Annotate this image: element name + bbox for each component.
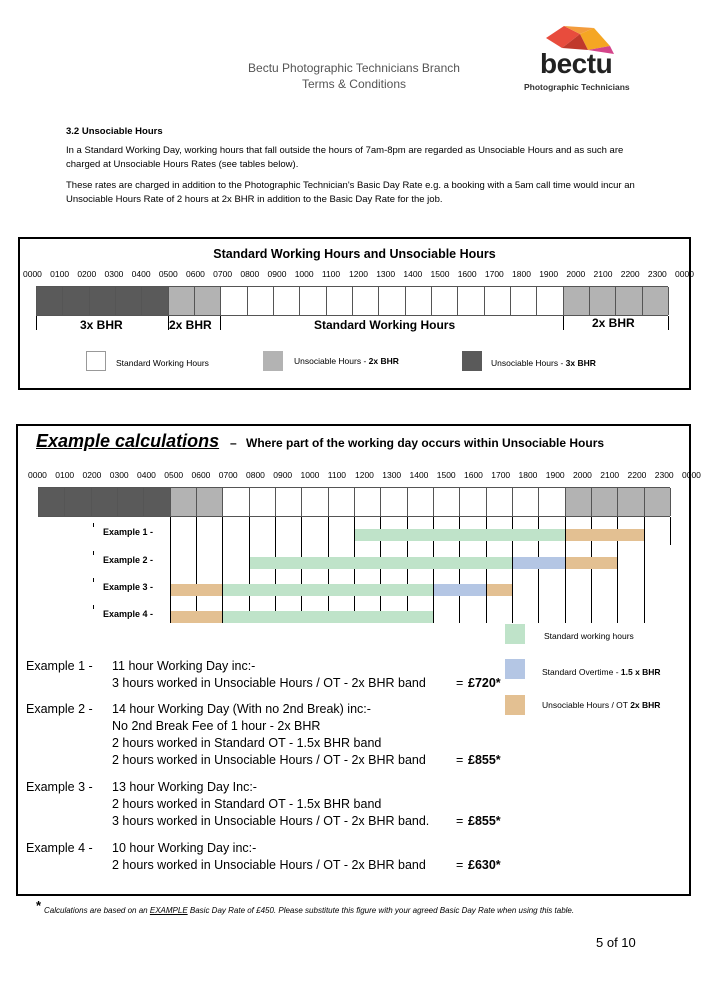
gantt-example-label: Example 1 - [103, 527, 154, 537]
hour-label: 0000 [682, 470, 701, 480]
hour-label: 1900 [545, 470, 565, 480]
hour-cell [221, 287, 247, 315]
footnote-text: Calculations are based on an EXAMPLE Basic Day Rate of £450. Please substitute this figure with your agreed Basic Day Rate when using this table. [44, 906, 575, 915]
paragraph-1: In a Standard Working Day, working hours that fall outside the hours of 7am-8pm are regarded as Unsociable Hours and as such are charged at Unsociable Hours Rates (see tables below). [66, 145, 624, 170]
hour-label: 1000 [300, 470, 320, 480]
hour-label: 2300 [654, 470, 674, 480]
hour-label: 0100 [55, 470, 75, 480]
hour-cell [406, 287, 432, 315]
hour-label: 2100 [600, 470, 620, 480]
example-total: £855* [468, 753, 501, 767]
legend-standard-text: Standard Working Hours [116, 358, 209, 368]
hour-label: 0000 [675, 269, 694, 279]
legend-2x-text: Unsociable Hours - 2x BHR [294, 356, 399, 366]
hour-label: 0200 [82, 470, 102, 480]
example-line: 2 hours worked in Standard OT - 1.5x BHR band [112, 797, 382, 811]
hour-label: 0600 [191, 470, 211, 480]
gantt-example-label: Example 3 - [103, 582, 154, 592]
legend-tan-text: Unsociable Hours / OT 2x BHR [542, 700, 661, 710]
hour-label: 0400 [137, 470, 156, 480]
hour-cell [37, 287, 63, 315]
hour-cell [248, 287, 274, 315]
legend-blue-text: Standard Overtime - 1.5 x BHR [542, 667, 661, 677]
bectu-logo [518, 24, 638, 100]
hour-cell [327, 287, 353, 315]
hour-cell [142, 287, 168, 315]
hour-label: 1800 [512, 269, 531, 279]
hour-label: 1500 [430, 269, 450, 279]
header-branch: Bectu Photographic Technicians Branch [248, 61, 460, 75]
hour-cell [63, 287, 89, 315]
section-title: 3.2 Unsociable Hours [66, 126, 163, 137]
hour-label: 1900 [539, 269, 559, 279]
band-2x-right-label: 2x BHR [592, 316, 635, 330]
band-tick [36, 316, 37, 330]
hour-label: 1400 [403, 269, 423, 279]
hour-label: 0900 [273, 470, 293, 480]
hour-label: 0900 [267, 269, 287, 279]
example-line: No 2nd Break Fee of 1 hour - 2x BHR [112, 719, 321, 733]
example-equals: = [456, 676, 464, 690]
example-line: 10 hour Working Day inc:- [112, 841, 257, 855]
band-standard-label: Standard Working Hours [314, 318, 456, 332]
hour-cell [379, 287, 405, 315]
hour-label: 0000 [23, 269, 42, 279]
example-total: £630* [468, 858, 501, 872]
hour-label: 1500 [436, 470, 456, 480]
hour-label: 0500 [158, 269, 178, 279]
hour-label: 0800 [240, 269, 260, 279]
title-dash: – [230, 436, 237, 450]
legend-3x-swatch [462, 351, 482, 371]
hour-label: 0300 [109, 470, 129, 480]
example-line: 2 hours worked in Standard OT - 1.5x BHR band [112, 736, 382, 750]
hour-label: 1300 [376, 269, 396, 279]
hour-label: 1700 [491, 470, 511, 480]
hour-cell [90, 287, 116, 315]
example-label: Example 2 - [26, 702, 93, 716]
hour-cell [616, 287, 642, 315]
hour-cell [195, 287, 221, 315]
example-label: Example 1 - [26, 659, 93, 673]
band-tick [563, 316, 564, 330]
example-label: Example 4 - [26, 841, 93, 855]
hour-label: 2300 [647, 269, 667, 279]
example-line: 3 hours worked in Unsociable Hours / OT - 2x BHR band. [112, 814, 430, 828]
table1-title: Standard Working Hours and Unsociable Hours [213, 247, 496, 261]
example-calculations-table [16, 424, 701, 896]
hour-cell [274, 287, 300, 315]
logo-subtitle: Photographic Technicians [524, 82, 630, 92]
examples-title: Example calculations [36, 431, 220, 451]
example-line: 2 hours worked in Unsociable Hours / OT - 2x BHR band [112, 753, 426, 767]
hour-label: 1200 [349, 269, 368, 279]
paragraph-2: These rates are charged in addition to the Photographic Technician's Basic Day Rate e.g. a booking with a 5am call time would incur an Unsociable Hours Rate of 2 hours at 2x BHR in addition to the Basic Day Rate for the job. [66, 180, 635, 205]
example-line: 14 hour Working Day (With no 2nd Break) inc:- [112, 702, 371, 716]
hour-label: 0100 [50, 269, 70, 279]
page-number: 5 of 10 [596, 935, 636, 950]
band-tick [220, 316, 221, 330]
header-terms: Terms & Conditions [301, 77, 407, 91]
hour-cell [643, 287, 669, 315]
hour-cell [511, 287, 537, 315]
hour-label: 0700 [218, 470, 238, 480]
hour-label: 1600 [464, 470, 483, 480]
hour-label: 2000 [573, 470, 592, 480]
hour-label: 2000 [566, 269, 586, 279]
example-total: £720* [468, 676, 501, 690]
hour-label: 1000 [294, 269, 314, 279]
hour-label: 1600 [457, 269, 477, 279]
hour-label: 1700 [484, 269, 504, 279]
band-3x-label: 3x BHR [80, 318, 123, 332]
hour-label: 0400 [131, 269, 151, 279]
hour-label: 0000 [28, 470, 47, 480]
legend-3x-text: Unsociable Hours - 3x BHR [491, 358, 596, 368]
hour-label: 0200 [77, 269, 97, 279]
hour-cell [590, 287, 616, 315]
hour-label: 0800 [246, 470, 265, 480]
hour-label: 1100 [327, 470, 347, 480]
example-equals: = [456, 814, 464, 828]
legend-green-text: Standard working hours [544, 631, 634, 641]
example-line: 11 hour Working Day inc:- [112, 659, 256, 673]
example-line: 2 hours worked in Unsociable Hours / OT - 2x BHR band [112, 858, 426, 872]
example-equals: = [456, 753, 464, 767]
examples-subtitle: Where part of the working day occurs within Unsociable Hours [246, 436, 605, 450]
gantt-example-label: Example 4 - [103, 609, 154, 619]
hour-cell [458, 287, 484, 315]
hour-label: 0700 [213, 269, 233, 279]
hour-label: 0500 [164, 470, 184, 480]
example-equals: = [456, 858, 464, 872]
hour-label: 1200 [355, 470, 374, 480]
hour-label: 2200 [620, 269, 640, 279]
example-label: Example 3 - [26, 780, 93, 794]
hour-label: 0600 [186, 269, 205, 279]
legend-2x-swatch [263, 351, 283, 371]
hour-label: 1100 [321, 269, 341, 279]
band-2x-left-label: 2x BHR [169, 318, 212, 332]
hour-cell [537, 287, 563, 315]
hour-cell [564, 287, 590, 315]
hour-label: 0300 [104, 269, 124, 279]
hour-label: 2200 [627, 470, 647, 480]
hour-label: 1400 [409, 470, 429, 480]
example-line: 13 hour Working Day Inc:- [112, 780, 257, 794]
hour-cell [432, 287, 458, 315]
hour-cell [485, 287, 511, 315]
footnote-star: * [36, 898, 42, 913]
example-total: £855* [468, 814, 501, 828]
hour-cell [116, 287, 142, 315]
hour-label: 1300 [382, 470, 402, 480]
table1-hour-bar [36, 286, 668, 316]
gantt-example-label: Example 2 - [103, 555, 154, 565]
table1-hour-labels [20, 269, 694, 281]
hour-cell [169, 287, 195, 315]
hour-cell [353, 287, 379, 315]
standard-hours-table [18, 237, 694, 390]
example-line: 3 hours worked in Unsociable Hours / OT - 2x BHR band [112, 676, 426, 690]
hour-label: 2100 [593, 269, 613, 279]
logo-word: bectu [540, 48, 613, 79]
hour-cell [300, 287, 326, 315]
legend-standard-swatch [86, 351, 106, 371]
band-tick [668, 316, 669, 330]
examples-list [18, 426, 689, 894]
hour-label: 1800 [518, 470, 538, 480]
